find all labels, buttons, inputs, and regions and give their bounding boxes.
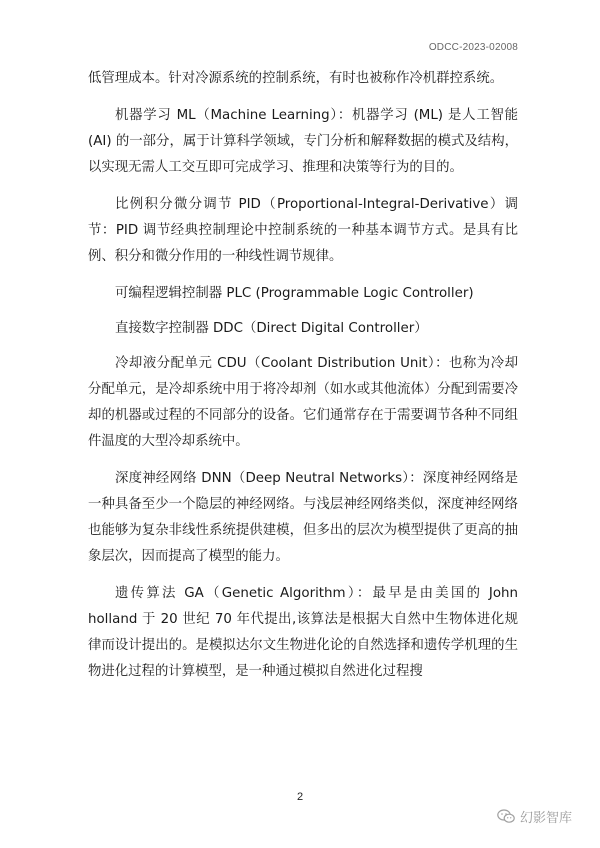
- page-number: 2: [296, 791, 304, 803]
- watermark-text: 幻影智库: [519, 811, 572, 826]
- paragraph-cold-source: 低管理成本。针对冷源系统的控制系统，有时也被称作冷机群控系统。: [88, 71, 504, 86]
- watermark: [497, 807, 572, 826]
- document-id: ODCC-2023-02008: [428, 42, 518, 53]
- paragraph-ddc: 直接数字控制器 DDC（Direct Digital Controller）: [115, 321, 428, 336]
- paragraph-pid: 比例积分微分调节 PID（Proportional-Integral-Derivative）调节：PID 调节经典控制理论中控制系统的一种基本调节方式。是具有比例、积分和微分作用的一种线性调节规律。: [88, 197, 518, 264]
- paragraph-cdu: 冷却液分配单元 CDU（Coolant Distribution Unit）：也称为冷却分配单元，是冷却系统中用于将冷却剂（如水或其他流体）分配到需要冷却的机器或过程的不同部分的设备。它们通常存在于需要调节各种不同组件温度的大型冷却系统中。: [88, 356, 518, 449]
- wechat-icon: [497, 809, 515, 824]
- document-body: [88, 66, 518, 696]
- paragraph-dnn: 深度神经网络 DNN（Deep Neutral Networks）：深度神经网络是一种具备至少一个隐层的神经网络。与浅层神经网络类似，深度神经网络也能够为复杂非线性系统提供建模，但多出的层次为模型提供了更高的抽象层次，因而提高了模型的能力。: [88, 471, 518, 564]
- paragraph-plc: 可编程逻辑控制器 PLC (Programmable Logic Controller): [115, 286, 474, 301]
- paragraph-machine-learning: 机器学习 ML（Machine Learning）：机器学习 (ML) 是人工智能 (AI) 的一部分，属于计算科学领域，专门分析和解释数据的模式及结构，以实现无需人工交互即可完成学习、推理和决策等行为的目的。: [88, 108, 518, 175]
- paragraph-ga: 遗传算法 GA（Genetic Algorithm）：最早是由美国的 John holland 于 20 世纪 70 年代提出,该算法是根据大自然中生物体进化规律而设计提出的。是模拟达尔文生物进化论的自然选择和遗传学机理的生物进化过程的计算模型，是一种通过模拟自然进化过程搜: [88, 586, 518, 679]
